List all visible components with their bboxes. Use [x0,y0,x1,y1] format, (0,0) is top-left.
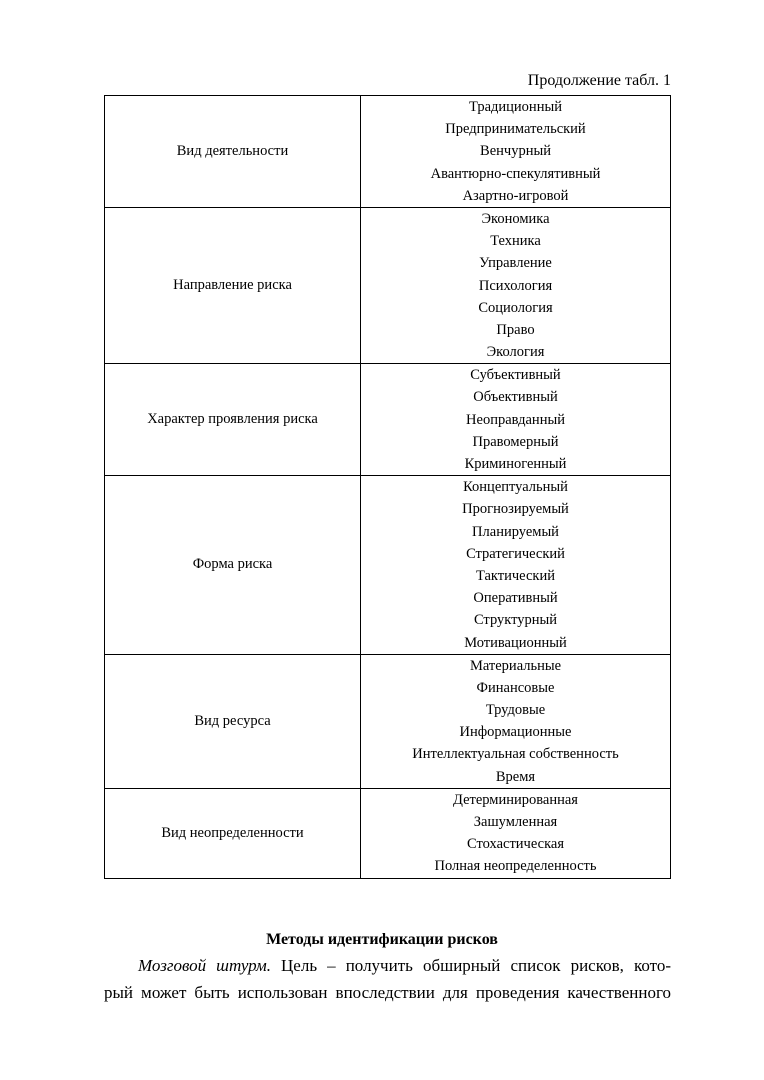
category-value: Традиционный [469,99,562,115]
category-values-cell [361,364,671,476]
category-values-cell [361,207,671,363]
table-row [105,207,671,363]
category-value: Оперативный [473,590,558,607]
category-value: Экология [486,344,545,361]
category-value: Финансовые [476,679,555,696]
category-value: Трудовые [485,702,546,719]
category-value: Информационные [459,724,572,741]
table-row [105,476,671,655]
category-value: Социология [478,299,553,316]
category-value: Криминогенный [464,456,567,472]
category-value: Тактический [476,567,555,584]
category-value: Предпринимательский [445,121,586,138]
category-label-cell: Форма риска [105,476,361,655]
category-value: Психология [478,277,553,294]
paragraph-line-2: рый может быть использован впоследствии для проведения качественного [104,983,671,1002]
risk-classification-table [104,95,671,879]
table-row [105,96,671,208]
category-value: Стохастическая [467,836,564,853]
category-value: Время [495,768,536,785]
category-value: Техника [490,233,541,250]
table-row [105,654,671,788]
category-value: Планируемый [472,523,559,540]
table-continuation-label: Продолжение табл. 1 [527,72,671,89]
paragraph-lead-term: Мозговой штурм. [138,956,271,975]
category-value: Азартно-игровой [462,187,569,204]
category-value: Зашумленная [473,814,558,830]
paragraph-line-1 [104,952,671,979]
category-values-cell [361,788,671,878]
category-values-cell [361,654,671,788]
category-value: Право [496,321,535,338]
category-label-cell: Вид деятельности [105,96,361,208]
category-value: Материальные [469,657,562,674]
category-value: Концептуальный [463,479,568,496]
category-values-cell [361,476,671,655]
category-value: Прогнозируемый [462,501,569,518]
category-value: Экономика [481,210,550,227]
category-value: Правомерный [472,433,559,450]
category-value: Мотивационный [464,634,567,651]
table-body [105,96,671,879]
category-value: Венчурный [480,143,551,160]
category-value: Авантюрно-спекулятивный [430,165,601,182]
table-row [105,788,671,878]
category-value: Объективный [473,389,558,406]
category-value: Субъективный [470,367,561,384]
category-label-cell: Характер проявления риска [105,364,361,476]
category-value: Интеллектуальная собственность [412,746,619,763]
paragraph-line-1-text: Цель – получить обширный список рисков, кото- [270,956,671,975]
category-label-cell: Вид ресурса [105,654,361,788]
category-value: Полная неопределенность [434,858,597,875]
section-heading: Методы идентификации рисков [266,931,498,948]
category-label-cell: Вид неопределенности [105,788,361,878]
category-label-cell: Направление риска [105,207,361,363]
category-values-cell [361,96,671,208]
table-row [105,364,671,476]
category-value: Стратегический [466,545,565,562]
category-value: Детерминированная [453,791,578,808]
category-value: Неоправданный [466,411,565,428]
category-value: Структурный [473,612,558,629]
category-value: Управление [479,255,552,272]
body-paragraph [104,952,671,1006]
